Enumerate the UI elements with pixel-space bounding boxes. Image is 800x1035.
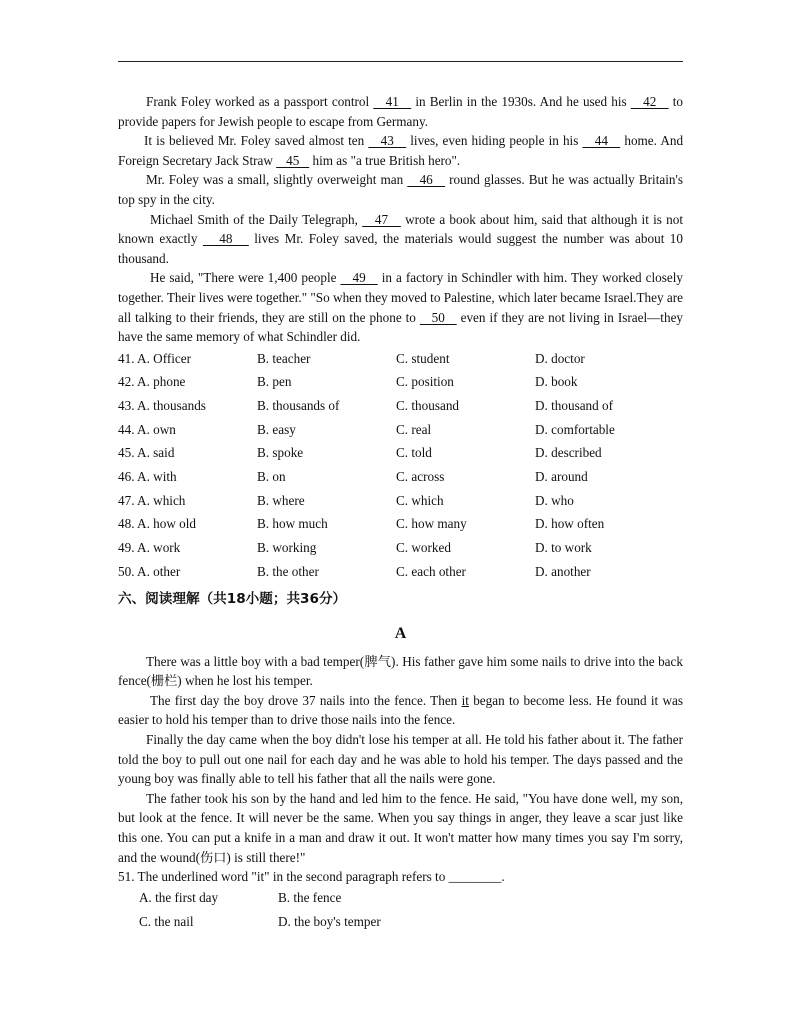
exam-page bbox=[118, 92, 683, 934]
passage-a-paragraph-2: The first day the boy drove 37 nails into the fence. Then it began to become less. He found it was easier to hold his temper than to drive those nails into the fence. bbox=[118, 692, 684, 728]
option-row-45 bbox=[118, 441, 683, 465]
option-45-a[interactable]: 45. A. said bbox=[118, 445, 175, 461]
cloze-paragraph-5: He said, "There were 1,400 people 49 in a factory in Schindler with him. They worked closely together. Their lives were together." "So when they moved to Palestine, which later became Israel.They are all talking to their friends, they are still on the phone to 50 even if they are not living in Israel—they have the same memory of what Schindler did. bbox=[118, 270, 684, 345]
blank-48: 48 bbox=[202, 231, 249, 247]
option-50-a[interactable]: 50. A. other bbox=[118, 563, 181, 579]
header-rule bbox=[118, 61, 683, 62]
option-42-a[interactable]: 42. A. phone bbox=[118, 374, 186, 390]
passage-a-paragraph-1: There was a little boy with a bad temper(脾气). His father gave him some nails to drive into the back fence(栅栏) when he lost his temper. bbox=[118, 653, 683, 689]
option-41-c[interactable]: C. student bbox=[396, 350, 450, 366]
option-row-49 bbox=[118, 536, 683, 560]
option-49-d[interactable]: D. to work bbox=[535, 540, 592, 556]
option-50-b[interactable]: B. the other bbox=[257, 563, 319, 579]
blank-41: 41 bbox=[373, 94, 412, 109]
option-row-41 bbox=[118, 347, 683, 371]
option-46-b[interactable]: B. on bbox=[257, 469, 286, 484]
option-41-b[interactable]: B. teacher bbox=[257, 350, 311, 366]
option-50-d[interactable]: D. another bbox=[535, 563, 591, 579]
option-43-b[interactable]: B. thousands of bbox=[257, 397, 340, 413]
option-42-c[interactable]: C. position bbox=[396, 374, 454, 390]
option-48-c[interactable]: C. how many bbox=[396, 516, 467, 532]
option-row-44 bbox=[118, 418, 683, 442]
option-43-d[interactable]: D. thousand of bbox=[535, 397, 614, 413]
blank-46: 46 bbox=[407, 172, 446, 188]
question-51-options-row-2 bbox=[118, 910, 683, 934]
cloze-paragraph-3: Mr. Foley was a small, slightly overweight man 46 round glasses. But he was actually Britain's top spy in the city. bbox=[118, 172, 683, 207]
passage-label: A bbox=[394, 624, 407, 642]
option-44-b[interactable]: B. easy bbox=[257, 421, 296, 437]
option-row-46 bbox=[118, 465, 683, 489]
passage-a-paragraph-4: The father took his son by the hand and led him to the fence. He said, "You have done well, my son, but look at the fence. It will never be the same. When you say things in anger, they leave a scar just like this one. You can put a knife in a man and draw it out. It won't matter how many times you say I'm sorry, and the wound(伤口) is still there!" bbox=[118, 790, 683, 865]
cloze-paragraph-1: Frank Foley worked as a passport control 41 in Berlin in the 1930s. And he used his 42 to provide papers for Jewish people to escape from Germany. bbox=[118, 94, 684, 129]
option-46-d[interactable]: D. around bbox=[535, 469, 588, 484]
blank-49: 49 bbox=[340, 270, 378, 286]
option-48-b[interactable]: B. how much bbox=[257, 516, 328, 532]
blank-47: 47 bbox=[362, 211, 401, 227]
option-49-c[interactable]: C. worked bbox=[396, 540, 451, 556]
option-49-a[interactable]: 49. A. work bbox=[118, 540, 181, 556]
cloze-paragraph-2: It is believed Mr. Foley saved almost ten 43 lives, even hiding people in his 44 home. And Foreign Secretary Jack Straw 45 him as "a true British hero". bbox=[118, 133, 684, 168]
option-44-a[interactable]: 44. A. own bbox=[118, 421, 176, 437]
question-51-options-row-1 bbox=[118, 887, 683, 911]
blank-50: 50 bbox=[419, 309, 457, 325]
blank-43: 43 bbox=[368, 133, 407, 149]
blank-44: 44 bbox=[582, 133, 621, 149]
option-45-b[interactable]: B. spoke bbox=[257, 445, 304, 461]
section-title: 六、阅读理解（共18小题；共36分） bbox=[118, 590, 347, 607]
question-51-option-a[interactable]: A. the first day bbox=[139, 890, 219, 906]
option-43-a[interactable]: 43. A. thousands bbox=[118, 397, 206, 413]
option-48-d[interactable]: D. how often bbox=[535, 516, 605, 532]
option-50-c[interactable]: C. each other bbox=[396, 563, 466, 579]
question-51-stem: 51. The underlined word "it" in the second paragraph refers to ________. bbox=[118, 869, 505, 885]
option-row-42 bbox=[118, 370, 683, 394]
option-row-47 bbox=[118, 489, 683, 513]
option-44-d[interactable]: D. comfortable bbox=[535, 421, 615, 437]
option-41-a[interactable]: 41. A. Officer bbox=[118, 350, 192, 366]
option-44-c[interactable]: C. real bbox=[396, 421, 432, 437]
option-42-d[interactable]: D. book bbox=[535, 374, 578, 390]
option-47-c[interactable]: C. which bbox=[396, 492, 444, 508]
passage-a-paragraph-3: Finally the day came when the boy didn't lose his temper at all. He told his father about it. The father told the boy to pull out one nail for each day and he was able to hold his temper. The days passed and the young boy was finally able to tell his father that all the nails were gone. bbox=[118, 731, 683, 787]
option-45-c[interactable]: C. told bbox=[396, 445, 432, 461]
option-46-a[interactable]: 46. A. with bbox=[118, 469, 177, 484]
option-row-43 bbox=[118, 394, 683, 418]
option-47-a[interactable]: 47. A. which bbox=[118, 492, 186, 508]
option-45-d[interactable]: D. described bbox=[535, 445, 602, 461]
option-41-d[interactable]: D. doctor bbox=[535, 350, 585, 366]
underlined-word-it: it bbox=[461, 692, 469, 708]
blank-42: 42 bbox=[630, 94, 669, 109]
option-47-b[interactable]: B. where bbox=[257, 492, 305, 508]
question-51-option-d[interactable]: D. the boy's temper bbox=[278, 913, 381, 929]
option-49-b[interactable]: B. working bbox=[257, 540, 317, 556]
option-48-a[interactable]: 48. A. how old bbox=[118, 516, 197, 532]
cloze-options bbox=[118, 347, 683, 584]
blank-45: 45 bbox=[276, 152, 310, 168]
option-47-d[interactable]: D. who bbox=[535, 492, 574, 508]
question-51-option-c[interactable]: C. the nail bbox=[139, 913, 194, 929]
cloze-paragraph-4: Michael Smith of the Daily Telegraph, 47 wrote a book about him, said that although it is not known exactly 48 lives Mr. Foley saved, the materials would suggest the number was about 10 thousand. bbox=[118, 211, 684, 266]
option-43-c[interactable]: C. thousand bbox=[396, 397, 460, 413]
option-46-c[interactable]: C. across bbox=[396, 469, 445, 484]
question-51-option-b[interactable]: B. the fence bbox=[278, 890, 342, 906]
option-row-50 bbox=[118, 560, 683, 584]
option-42-b[interactable]: B. pen bbox=[257, 374, 292, 390]
option-row-48 bbox=[118, 513, 683, 537]
